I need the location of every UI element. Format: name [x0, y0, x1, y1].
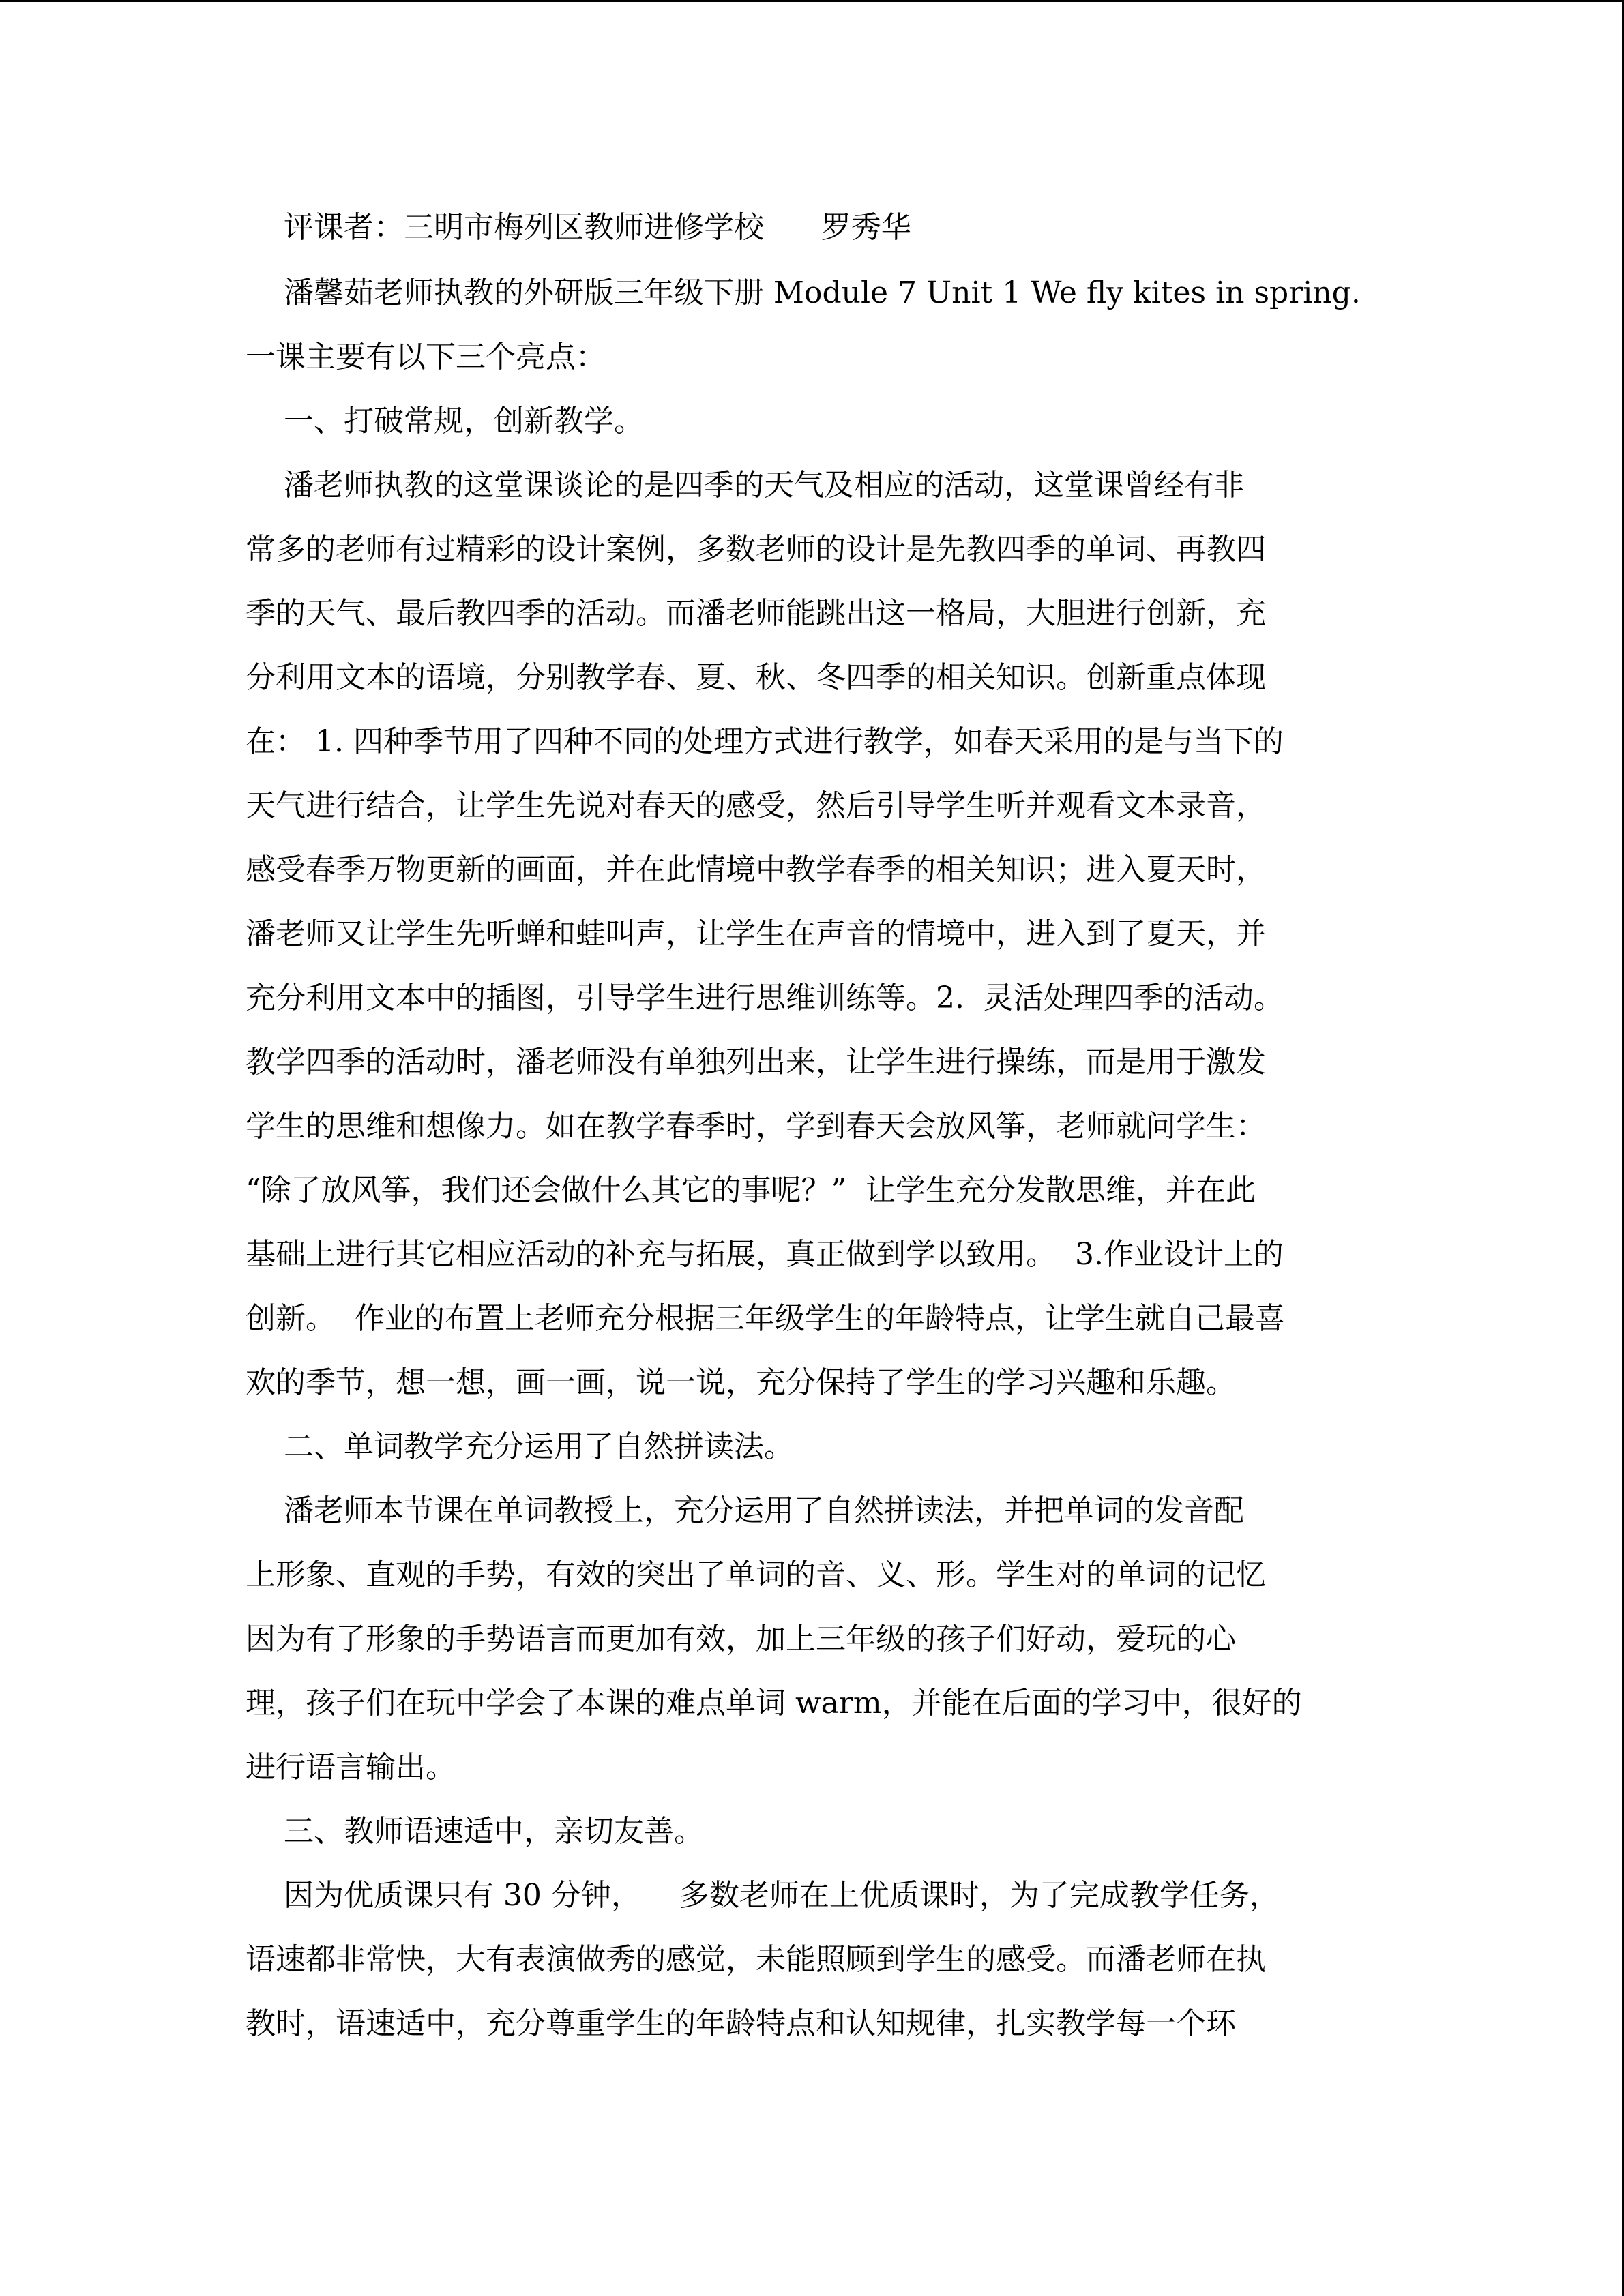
body-line: 教时，语速适中，充分尊重学生的年龄特点和认知规律，扎实教学每一个环 [246, 2006, 1236, 2041]
intro-line-1: 潘馨茹老师执教的外研版三年级下册 Module 7 Unit 1 We fly kites in spring. [246, 275, 1361, 310]
body-line: 理，孩子们在玩中学会了本课的难点单词 warm，并能在后面的学习中，很好的 [246, 1686, 1302, 1720]
section-heading-3: 三、教师语速适中，亲切友善。 [246, 1814, 704, 1849]
body-line: 在： 1. 四种季节用了四种不同的处理方式进行教学，如春天采用的是与当下的 [246, 724, 1284, 759]
body-line: 因为优质课只有 30 分钟， 多数老师在上优质课时，为了完成教学任务， [246, 1878, 1280, 1913]
intro-line-2: 一课主要有以下三个亮点： [246, 340, 606, 374]
body-line: 上形象、直观的手势，有效的突出了单词的音、义、形。学生对的单词的记忆 [246, 1557, 1266, 1592]
section-heading-1: 一、打破常规，创新教学。 [246, 404, 644, 438]
body-line: 天气进行结合，让学生先说对春天的感受，然后引导学生听并观看文本录音， [246, 788, 1266, 823]
body-line: 季的天气、最后教四季的活动。而潘老师能跳出这一格局，大胆进行创新，充 [246, 596, 1266, 631]
body-line: “除了放风筝，我们还会做什么其它的事呢？” 让学生充分发散思维，并在此 [246, 1173, 1256, 1208]
body-line: 因为有了形象的手势语言而更加有效，加上三年级的孩子们好动，爱玩的心 [246, 1622, 1236, 1656]
reviewer-line: 评课者：三明市梅列区教师进修学校 罗秀华 [246, 210, 911, 245]
body-line: 基础上进行其它相应活动的补充与拓展，真正做到学以致用。 3.作业设计上的 [246, 1237, 1284, 1272]
body-line: 充分利用文本中的插图，引导学生进行思维训练等。2. 灵活处理四季的活动。 [246, 981, 1284, 1015]
body-line: 欢的季节，想一想，画一画，说一说，充分保持了学生的学习兴趣和乐趣。 [246, 1365, 1236, 1400]
body-line: 语速都非常快，大有表演做秀的感觉，未能照顾到学生的感受。而潘老师在执 [246, 1942, 1266, 1977]
body-line: 潘老师又让学生先听蝉和蛙叫声，让学生在声音的情境中，进入到了夏天，并 [246, 916, 1266, 951]
body-line: 进行语言输出。 [246, 1750, 456, 1785]
body-line: 学生的思维和想像力。如在教学春季时，学到春天会放风筝，老师就问学生： [246, 1109, 1266, 1144]
body-line: 感受春季万物更新的画面，并在此情境中教学春季的相关知识；进入夏天时， [246, 852, 1266, 887]
body-line: 潘老师执教的这堂课谈论的是四季的天气及相应的活动，这堂课曾经有非 [246, 468, 1244, 503]
section-heading-2: 二、单词教学充分运用了自然拼读法。 [246, 1429, 794, 1464]
body-line: 创新。 作业的布置上老师充分根据三年级学生的年龄特点，让学生就自己最喜 [246, 1301, 1285, 1336]
body-line: 分利用文本的语境，分别教学春、夏、秋、冬四季的相关知识。创新重点体现 [246, 660, 1266, 695]
body-line: 潘老师本节课在单词教授上，充分运用了自然拼读法，并把单词的发音配 [246, 1493, 1244, 1528]
body-line: 常多的老师有过精彩的设计案例，多数老师的设计是先教四季的单词、再教四 [246, 532, 1266, 567]
body-line: 教学四季的活动时，潘老师没有单独列出来，让学生进行操练，而是用于激发 [246, 1045, 1266, 1079]
